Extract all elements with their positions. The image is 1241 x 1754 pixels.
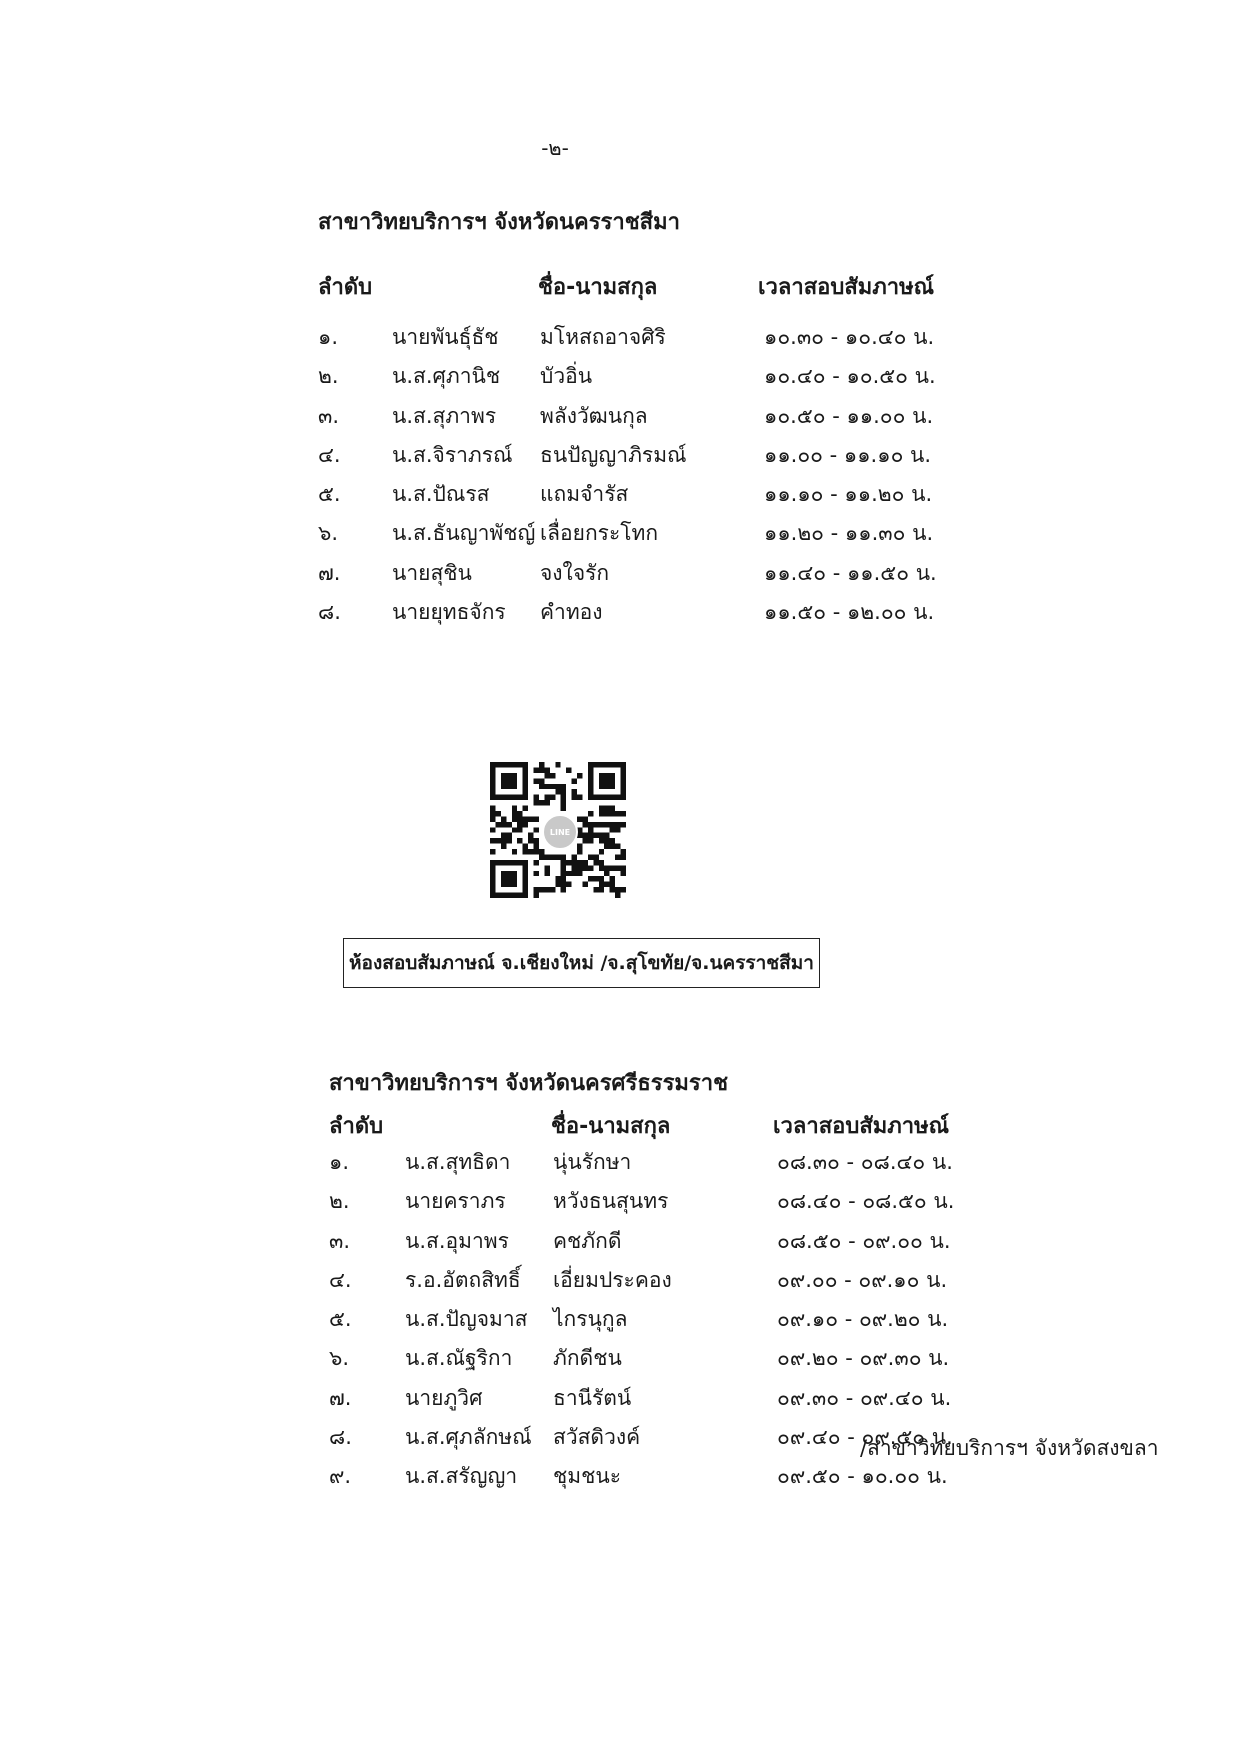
table-row — [318, 400, 934, 439]
row-last-name: ชุมชนะ — [553, 1464, 621, 1489]
header-name: ชื่อ-นามสกุล — [538, 275, 658, 300]
row-order: ๔. — [329, 1267, 352, 1292]
row-last-name: คำทอง — [540, 600, 603, 625]
table-row — [329, 1342, 950, 1381]
row-time: ๑๐.๕๐ - ๑๑.๐๐ น. — [764, 403, 934, 428]
row-last-name: ไกรนุกูล — [553, 1307, 628, 1332]
page-number: -๒- — [541, 136, 569, 160]
row-first-name: น.ส.จิราภรณ์ — [392, 442, 513, 467]
row-order: ๖. — [329, 1346, 350, 1371]
row-order: ๗. — [329, 1385, 352, 1410]
row-time: ๐๘.๕๐ - ๐๙.๐๐ น. — [777, 1228, 951, 1253]
table-header — [318, 269, 935, 300]
table-row — [318, 596, 935, 635]
row-first-name: น.ส.ณัฐริกา — [405, 1346, 513, 1371]
row-order: ๔. — [318, 442, 341, 467]
row-time: ๐๘.๔๐ - ๐๘.๕๐ น. — [777, 1189, 955, 1214]
header-order: ลำดับ — [318, 275, 373, 300]
header-time: เวลาสอบสัมภาษณ์ — [758, 275, 935, 300]
row-time: ๑๑.๔๐ - ๑๑.๕๐ น. — [764, 560, 937, 585]
row-last-name: นุ่นรักษา — [553, 1150, 632, 1174]
row-last-name: เลื่อยกระโทก — [540, 521, 659, 546]
section-title: สาขาวิทยบริการฯ จังหวัดนครราชสีมา — [318, 210, 680, 235]
row-last-name: สวัสดิวงค์ — [553, 1425, 641, 1450]
row-first-name: น.ส.สรัญญา — [405, 1464, 518, 1489]
table-row — [329, 1303, 949, 1342]
interview-room-label: ห้องสอบสัมภาษณ์ จ.เชียงใหม่ /จ.สุโขทัย/จ.นครราชสีมา — [343, 938, 820, 988]
row-time: ๐๙.๒๐ - ๐๙.๓๐ น. — [777, 1346, 950, 1371]
table-row — [329, 1421, 953, 1460]
row-last-name: ธานีรัตน์ — [553, 1385, 632, 1410]
row-time: ๑๑.๒๐ - ๑๑.๓๐ น. — [764, 521, 934, 546]
row-order: ๒. — [329, 1189, 350, 1214]
row-order: ๑. — [329, 1150, 350, 1174]
row-first-name: นายภูวิศ — [405, 1385, 483, 1410]
section-title: สาขาวิทยบริการฯ จังหวัดนครศรีธรรมราช — [329, 1071, 728, 1096]
table-header — [329, 1108, 950, 1139]
table-row — [318, 517, 934, 556]
row-order: ๑. — [318, 325, 339, 349]
row-last-name: เอี่ยมประคอง — [553, 1267, 672, 1292]
row-order: ๕. — [329, 1307, 352, 1332]
row-time: ๐๙.๕๐ - ๑๐.๐๐ น. — [777, 1464, 948, 1489]
row-time: ๐๘.๓๐ - ๐๘.๔๐ น. — [777, 1150, 953, 1174]
qr-code — [490, 762, 626, 898]
table-row — [329, 1460, 948, 1499]
row-first-name: น.ส.อุมาพร — [405, 1228, 509, 1253]
row-time: ๑๑.๕๐ - ๑๒.๐๐ น. — [764, 600, 935, 625]
row-order: ๓. — [318, 403, 340, 428]
row-first-name: น.ส.สุภาพร — [392, 403, 497, 428]
row-first-name: น.ส.ศุภานิช — [392, 364, 501, 389]
row-time: ๑๐.๓๐ - ๑๐.๔๐ น. — [764, 325, 935, 349]
row-last-name: ภักดีชน — [553, 1346, 622, 1371]
table-row — [329, 1382, 952, 1421]
row-last-name: บัวอิ่น — [540, 364, 593, 389]
row-first-name: นายคราภร — [405, 1189, 506, 1214]
row-first-name: ร.อ.อัตถสิทธิ์ — [405, 1267, 521, 1292]
header-order: ลำดับ — [329, 1114, 384, 1139]
row-last-name: หวังธนสุนทร — [553, 1189, 669, 1214]
row-order: ๒. — [318, 364, 339, 389]
row-time: ๑๑.๐๐ - ๑๑.๑๐ น. — [764, 442, 932, 467]
table-body — [329, 1146, 955, 1500]
header-name: ชื่อ-นามสกุล — [551, 1114, 671, 1139]
row-last-name: แถมจำรัส — [540, 482, 629, 507]
row-last-name: ธนปัญญาภิรมณ์ — [540, 442, 687, 467]
header-time: เวลาสอบสัมภาษณ์ — [773, 1114, 950, 1139]
row-first-name: นายพันธุ์ธัช — [392, 325, 499, 349]
row-first-name: นายสุชิน — [392, 560, 472, 585]
row-order: ๘. — [318, 600, 341, 625]
row-time: ๑๐.๔๐ - ๑๐.๕๐ น. — [764, 364, 936, 389]
row-first-name: น.ส.สุทธิดา — [405, 1150, 511, 1174]
continuation-note: /สาขาวิทยบริการฯ จังหวัดสงขลา — [860, 1436, 1159, 1460]
row-first-name: น.ส.ปัญจมาส — [405, 1307, 528, 1332]
row-time: ๐๙.๓๐ - ๐๙.๔๐ น. — [777, 1385, 952, 1410]
row-order: ๖. — [318, 521, 339, 546]
row-last-name: คชภักดี — [553, 1228, 622, 1253]
row-time: ๐๙.๐๐ - ๐๙.๑๐ น. — [777, 1267, 948, 1292]
row-last-name: จงใจรัก — [540, 560, 610, 585]
row-order: ๘. — [329, 1425, 352, 1450]
row-time: ๐๙.๔๐ - ๐๙.๕๐ น. — [777, 1425, 953, 1450]
section-nakhon-si-thammarat — [329, 1065, 955, 1500]
row-first-name: นายยุทธจักร — [392, 600, 506, 625]
row-order: ๓. — [329, 1228, 351, 1253]
table-row — [318, 478, 933, 517]
row-first-name: น.ส.ศุภลักษณ์ — [405, 1425, 532, 1450]
row-time: ๑๑.๑๐ - ๑๑.๒๐ น. — [764, 482, 933, 507]
row-first-name: น.ส.ธันญาพัชญ์ — [392, 521, 536, 546]
row-order: ๗. — [318, 560, 341, 585]
table-row — [318, 321, 935, 360]
row-first-name: น.ส.ปัณรส — [392, 482, 490, 507]
row-last-name: พลังวัฒนกุล — [540, 403, 648, 428]
row-time: ๐๙.๑๐ - ๐๙.๒๐ น. — [777, 1307, 949, 1332]
section-nakhon-ratchasima — [318, 204, 937, 635]
table-row — [329, 1264, 948, 1303]
table-row — [318, 360, 936, 399]
table-row — [318, 439, 932, 478]
row-order: ๙. — [329, 1464, 352, 1489]
table-row — [318, 557, 937, 596]
table-row — [329, 1185, 955, 1224]
table-row — [329, 1225, 951, 1264]
row-order: ๕. — [318, 482, 341, 507]
table-row — [329, 1146, 953, 1185]
line-logo-icon: LINE — [542, 814, 578, 850]
table-body — [318, 321, 937, 635]
row-last-name: มโหสถอาจศิริ — [540, 325, 666, 349]
